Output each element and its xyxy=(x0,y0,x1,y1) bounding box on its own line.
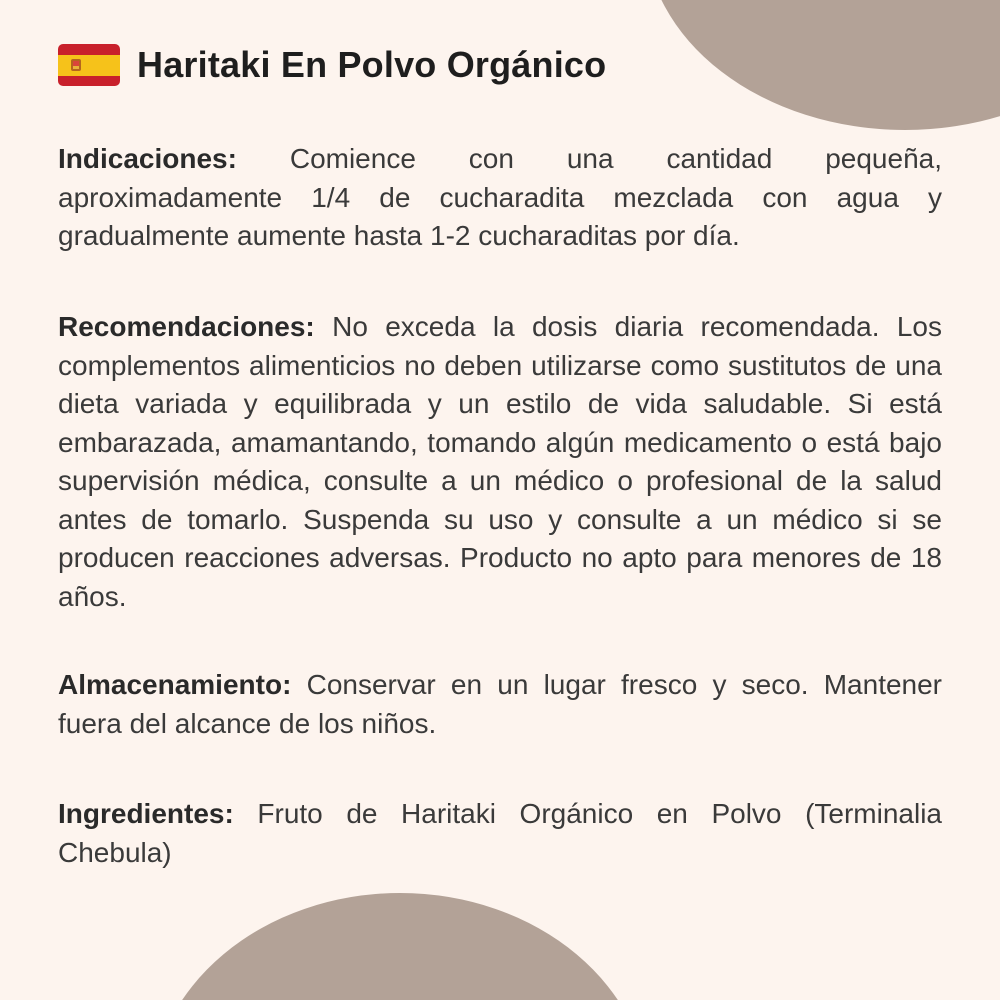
section-label: Indicaciones: xyxy=(58,143,237,174)
section-text: No exceda la dosis diaria recomendada. Los complementos alimenticios no deben utilizarse como sustitutos de una dieta variada y equilibrada y un estilo de vida saludable. Si está embarazada, amamantando, tomando algún medicamento o está bajo supervisión médica, consulte a un médico o profesional de la salud antes de tomarlo. Suspenda su uso y consulte a un médico si se producen reacciones adversas. Producto no apto para menores de 18 años. xyxy=(58,311,942,612)
decorative-circle-top xyxy=(645,0,1000,130)
page-title: Haritaki En Polvo Orgánico xyxy=(137,44,607,85)
section-indicaciones xyxy=(58,140,942,256)
section-label: Recomendaciones: xyxy=(58,311,315,342)
section-recomendaciones xyxy=(58,308,942,616)
section-text: Fruto de Haritaki Orgánico en Polvo (Terminalia Chebula) xyxy=(58,798,943,868)
section-almacenamiento xyxy=(58,666,942,743)
section-label: Ingredientes: xyxy=(58,798,234,829)
section-label: Almacenamiento: xyxy=(58,669,292,700)
section-text: Comience con una cantidad pequeña, aproximadamente 1/4 de cucharadita mezclada con agua y gradualmente aumente hasta 1-2 cucharaditas por día. xyxy=(58,143,942,251)
section-ingredientes xyxy=(58,795,942,872)
spain-flag-icon xyxy=(58,44,120,86)
decorative-circle-bottom xyxy=(150,893,650,1000)
section-text: Conservar en un lugar fresco y seco. Mantener fuera del alcance de los niños. xyxy=(58,669,943,739)
header xyxy=(58,44,606,86)
